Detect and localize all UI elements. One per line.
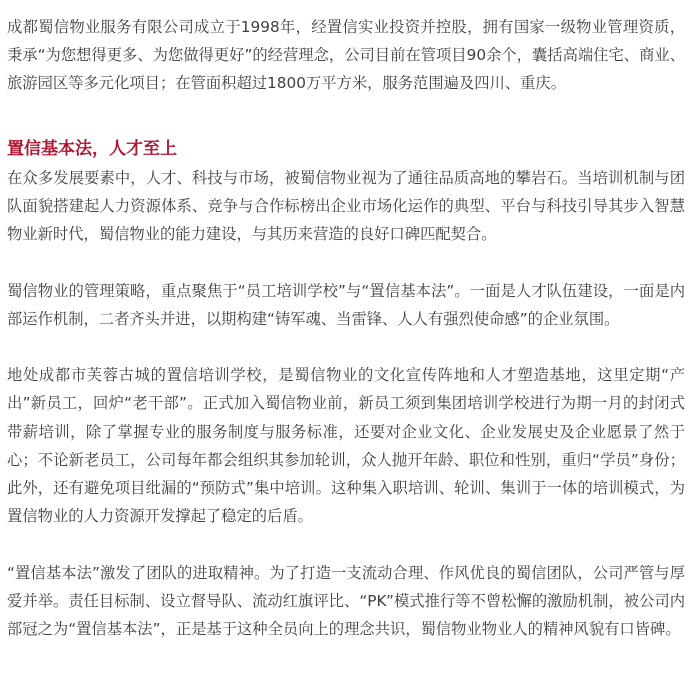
paragraph-spacer xyxy=(7,333,685,361)
paragraph-spacer xyxy=(7,98,685,126)
paragraph-training-school: 地处成都市芙蓉古城的置信培训学校，是蜀信物业的文化宣传阵地和人才塑造基地，这里定期“产出”新员工，回炉“老干部”。正式加入蜀信物业前，新员工须到集团培训学校进行为期一月的封闭式带薪培训，除了掌握专业的服务制度与服务标准，还要对企业文化、企业发展史及企业愿景了然于心；不论新老员工，公司每年都会组织其参加轮训，众人抛开年龄、职位和性别，重归“学员”身份；此外，还有避免项目纰漏的“预防式”集中培训。这种集入职培训、轮训、集训于一体的培训模式，为置信物业的人力资源开发撑起了稳定的后盾。 xyxy=(7,366,685,526)
paragraph-talent: 在众多发展要素中，人才、科技与市场，被蜀信物业视为了通往品质高地的攀岩石。当培训机制与团队面貌搭建起人力资源体系、竞争与合作标榜出企业市场化运作的典型、平台与科技引导其步入智慧物业新时代，蜀信物业的能力建设，与其历来营造的良好口碑匹配契合。 xyxy=(7,168,685,244)
paragraph-spacer xyxy=(7,248,685,276)
intro-paragraph: 成都蜀信物业服务有限公司成立于1998年，经置信实业投资并控股，拥有国家一级物业管理资质，秉承“为您想得更多、为您做得更好”的经营理念，公司目前在管项目90余个，囊括高端住宅、商业、旅游园区等多元化项目；在管面积超过1800万平方米，服务范围遍及四川、重庆。 xyxy=(7,18,685,93)
paragraph-basic-law: “置信基本法”激发了团队的进取精神。为了打造一支流动合理、作风优良的蜀信团队，公司严管与厚爱并举。责任目标制、设立督导队、流动红旗评比、“PK”模式推行等不曾松懈的激励机制，被公司内部冠之为“置信基本法”，正是基于这种全员向上的理念共识，蜀信物业物业人的精神风貌有口皆碑。 xyxy=(7,563,685,638)
paragraph-spacer xyxy=(7,530,685,558)
section-heading: 置信基本法，人才至上 xyxy=(7,138,177,159)
paragraph-strategy: 蜀信物业的管理策略，重点聚焦于“员工培训学校”与“置信基本法”。一面是人才队伍建设，一面是内部运作机制，二者齐头并进，以期构建“铸军魂、当雷锋、人人有强烈使命感”的企业氛围。 xyxy=(7,281,685,328)
